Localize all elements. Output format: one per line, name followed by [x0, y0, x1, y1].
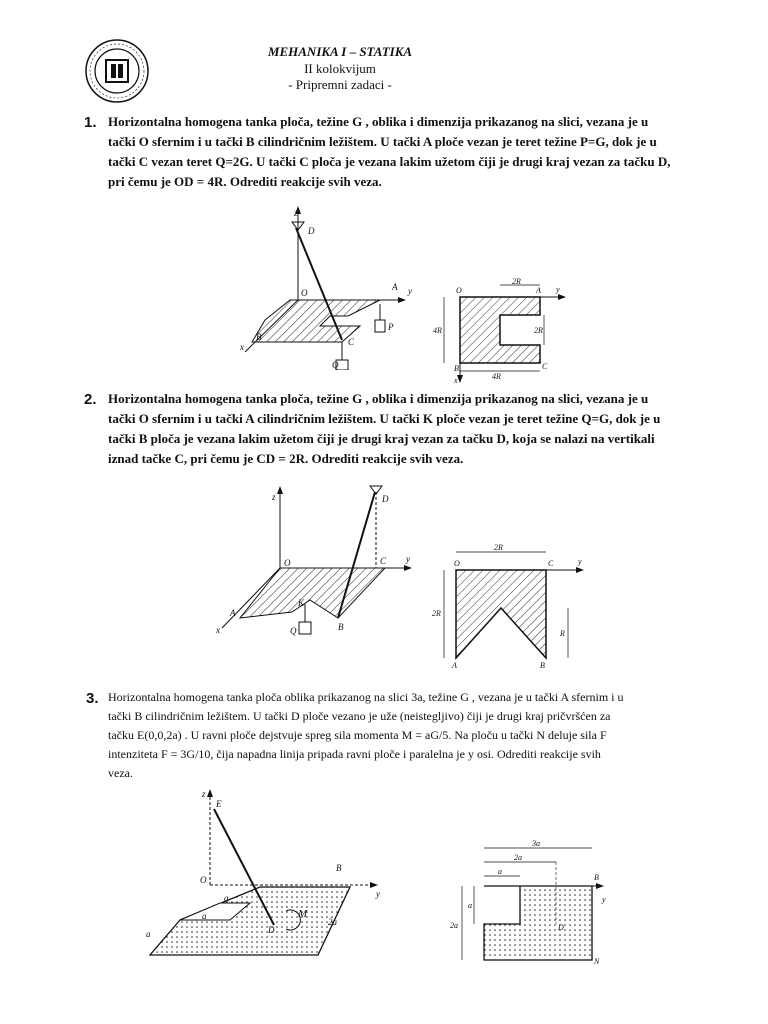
fig2-dim-left: 2R	[432, 609, 441, 618]
fig2-o-label: O	[284, 558, 291, 568]
fig1-p-label: P	[388, 322, 394, 332]
fig1-dim-top: 2R	[512, 277, 521, 286]
fig2-b-label: B	[338, 622, 344, 632]
fig3-plan-y-label: y	[602, 895, 606, 904]
figure-1-3d	[230, 200, 430, 370]
fig2-c-label: C	[380, 556, 387, 566]
fig3-y-label: y	[376, 889, 380, 899]
task-2-line: Horizontalna homogena tanka ploča, težine G , oblika i dimenzija prikazanog na slici, vezana je u	[108, 391, 649, 406]
fig1-b-label: B	[256, 332, 262, 342]
fig2-dim-r: R	[560, 629, 565, 638]
fig2-a-label: A	[230, 608, 236, 618]
fig3-dim-2a-top: 2a	[514, 853, 522, 862]
fig3-plan-b-label: B	[594, 873, 599, 882]
fig3-d-label: D	[268, 925, 275, 935]
fig1-a-label: A	[392, 282, 398, 292]
fig3-b-label: B	[336, 863, 342, 873]
figure-3-3d	[110, 785, 400, 965]
task-1-line: tački O sfernim i u tački B cilindričnim ležištem. U tački A ploče vezan je teret težine P=G, dok je u	[108, 134, 657, 149]
figure-2-3d	[210, 478, 420, 648]
fig2-plan-c-label: C	[548, 559, 554, 568]
task-3-line: veza.	[108, 766, 133, 780]
fig1-dim-left: 4R	[433, 326, 442, 335]
fig1-o-label: O	[301, 288, 308, 298]
fig2-k-label: K	[298, 598, 305, 608]
fig1-y-label: y	[408, 286, 412, 296]
fig1-plan-a-label: A	[536, 286, 541, 295]
task-1-number: 1.	[84, 114, 97, 131]
fig3-a2-label: a	[224, 893, 229, 903]
task-1-line: Horizontalna homogena tanka ploča, težine G , oblika i dimenzija prikazanog na slici, vezana je u	[108, 114, 649, 129]
fig3-dim-a-left: a	[468, 901, 472, 910]
fig2-q-label: Q	[290, 626, 297, 636]
fig3-2a-label: 2a	[328, 917, 337, 927]
fig3-m-label: M	[298, 908, 308, 920]
task-3-line: Horizontalna homogena tanka ploča oblika prikazanog na slici 3a, težine G , vezana je u tački A sfernim i u	[108, 690, 624, 704]
fig2-dim-top: 2R	[494, 543, 503, 552]
document-subtitle-2: - Pripremni zadaci -	[288, 77, 392, 92]
fig1-q-label: Q	[332, 360, 339, 370]
fig1-dim-bottom: 4R	[492, 372, 501, 381]
fig2-x-label: x	[216, 625, 220, 635]
fig1-z-label: z	[294, 208, 298, 218]
fig1-plan-o-label: O	[456, 286, 462, 295]
fig3-dim-3a: 3a	[532, 839, 540, 848]
task-2-line: tački O sfernim i u tački A cilindričnim ležištem. U tački K ploče vezan je teret težine Q=G, dok je u	[108, 411, 661, 426]
fig2-plan-o-label: O	[454, 559, 460, 568]
fig1-plan-y-label: y	[556, 285, 560, 294]
fig1-plan-b-label: B	[454, 364, 459, 373]
fig3-plan-d-label: D	[558, 923, 564, 932]
task-3-text	[108, 688, 704, 783]
fig1-x-label: x	[240, 342, 244, 352]
task-3-line: intenziteta F = 3G/10, čija napadna linija pripada ravni ploče i paralelna je y osi. Odrediti reakcije svih	[108, 747, 601, 761]
fig3-plan-n-label: N	[594, 957, 600, 966]
document-title: MEHANIKA I – STATIKA	[267, 44, 413, 59]
fig3-dim-a-top: a	[498, 867, 502, 876]
figure-2-plan	[428, 540, 588, 670]
task-3-line: tačku E(0,0,2a) . U ravni ploče dejstvuje spreg sila momenta M = aG/5. Na ploču u tački N deluje sila F	[108, 728, 607, 742]
fig1-d-label: D	[308, 226, 315, 236]
figure-1-plan	[430, 275, 570, 385]
document-subtitle: II kolokvijum	[304, 61, 376, 76]
task-2-line: tački B ploča je vezana lakim užetom čiji je drugi kraj vezan za tačku D, koja se nalazi na vertikali	[108, 431, 655, 446]
task-2-line: iznad tačke C, pri čemu je CD = 2R. Odrediti reakcije svih veza.	[108, 451, 464, 466]
fig2-plan-a-label: A	[452, 661, 457, 670]
fig3-z-label: z	[202, 789, 206, 799]
fig2-y-label: y	[406, 554, 410, 564]
fig3-e-label: E	[216, 799, 222, 809]
task-2-number: 2.	[84, 391, 97, 408]
figure-3-plan	[448, 838, 618, 968]
task-1-line: tački C vezan teret Q=2G. U tački C ploča je vezana lakim užetom čiji je drugi kraj vezan za tačku D,	[108, 154, 671, 169]
fig1-plan-c-label: C	[542, 362, 548, 371]
task-2-text	[108, 389, 704, 469]
fig2-plan-b-label: B	[540, 661, 545, 670]
task-3-line: tački B cilindričnim ležištem. U tački D ploče vezano je uže (neistegljivo) čiji je drugi kraj pričvršćen za	[108, 709, 611, 723]
fig3-a3-label: a	[146, 929, 151, 939]
task-1-text	[108, 112, 704, 192]
fig1-dim-right: 2R	[534, 326, 543, 335]
fig1-plan-x-label: x	[454, 376, 458, 385]
fig2-z-label: z	[272, 492, 276, 502]
fig3-dim-2a-left: 2a	[450, 921, 458, 930]
fig2-d-label: D	[382, 494, 389, 504]
fig3-o-label: O	[200, 875, 207, 885]
fig2-plan-y-label: y	[578, 557, 582, 566]
task-1-line: pri čemu je OD = 4R. Odrediti reakcije svih veza.	[108, 174, 382, 189]
fig1-c-label: C	[348, 337, 355, 347]
task-3-number: 3.	[86, 690, 99, 707]
fig3-a1-label: a	[202, 911, 207, 921]
